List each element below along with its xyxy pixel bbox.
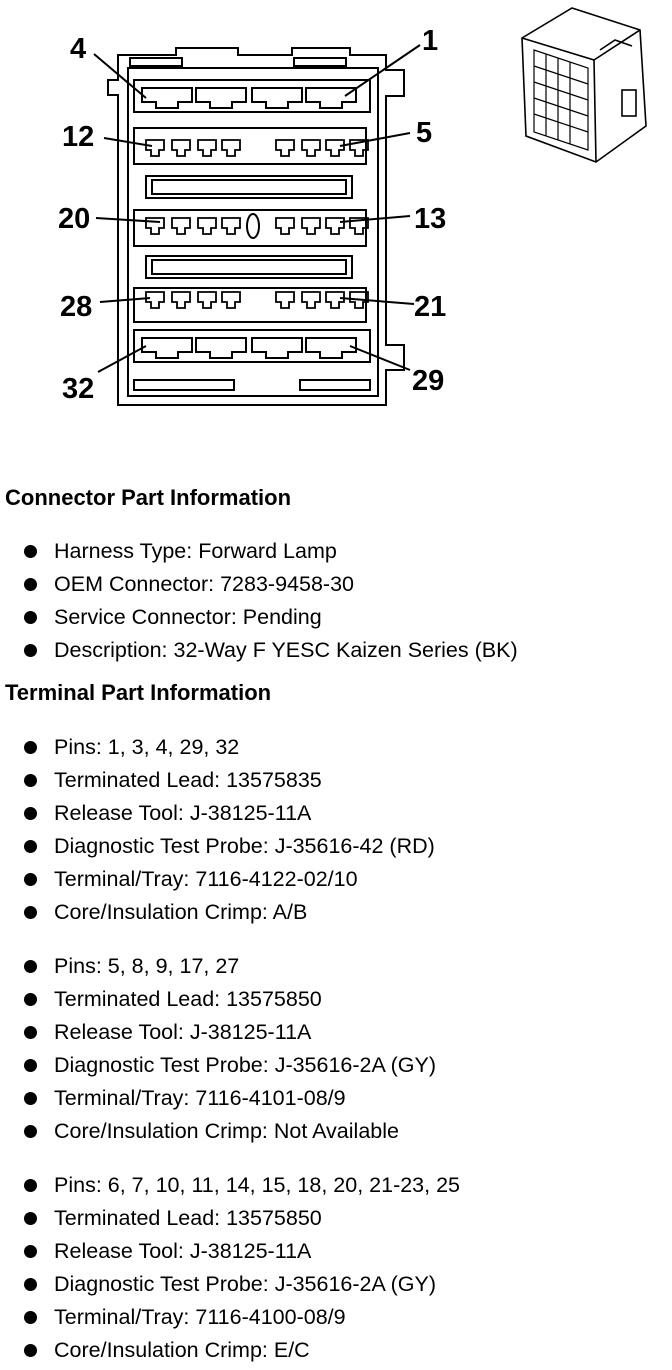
- list-item: Terminal/Tray: 7116-4101-08/9: [24, 1084, 436, 1117]
- list-item: Terminated Lead: 13575850: [24, 985, 436, 1018]
- list-item: Terminated Lead: 13575835: [24, 766, 435, 799]
- list-item: Terminated Lead: 13575850: [24, 1204, 460, 1237]
- pin-cavity: [326, 292, 344, 308]
- pin-cavity: [198, 292, 216, 308]
- pin-cavity: [172, 140, 190, 156]
- pin-cavity: [222, 292, 240, 308]
- pin-cavity: [172, 292, 190, 308]
- list-item: OEM Connector: 7283-9458-30: [24, 570, 518, 603]
- list-item: Core/Insulation Crimp: E/C: [24, 1336, 460, 1369]
- list-item: Release Tool: J-38125-11A: [24, 1018, 436, 1051]
- terminal-group-1-list: [24, 733, 435, 931]
- pin-cavity: [326, 218, 344, 234]
- pin-label-12: 12: [62, 121, 95, 153]
- pin-label-20: 20: [58, 203, 91, 235]
- pin-label-28: 28: [60, 291, 93, 323]
- list-item: Terminal/Tray: 7116-4122-02/10: [24, 865, 435, 898]
- pin-cavity: [276, 292, 294, 308]
- terminal-info-heading: Terminal Part Information: [5, 680, 272, 705]
- pin-cavity: [198, 140, 216, 156]
- list-item: Pins: 5, 8, 9, 17, 27: [24, 952, 436, 985]
- connector-info-list: [24, 537, 518, 669]
- list-item: Release Tool: J-38125-11A: [24, 1237, 460, 1270]
- pin-cavity: [276, 218, 294, 234]
- list-item: Service Connector: Pending: [24, 603, 518, 636]
- pin-cavity: [198, 218, 216, 234]
- pin-cavity: [172, 218, 190, 234]
- list-item: Pins: 6, 7, 10, 11, 14, 15, 18, 20, 21-23, 25: [24, 1171, 460, 1204]
- pin-cavity: [326, 140, 344, 156]
- list-item: Pins: 1, 3, 4, 29, 32: [24, 733, 435, 766]
- list-item: Core/Insulation Crimp: Not Available: [24, 1117, 436, 1150]
- pin-label-29: 29: [412, 365, 445, 397]
- list-item: Release Tool: J-38125-11A: [24, 799, 435, 832]
- pin-cavity: [222, 218, 240, 234]
- list-item: Description: 32-Way F YESC Kaizen Series (BK): [24, 636, 518, 669]
- list-item: Harness Type: Forward Lamp: [24, 537, 518, 570]
- pin-cavity: [222, 140, 240, 156]
- pin-cavity: [302, 140, 320, 156]
- terminal-group-2-list: [24, 952, 436, 1150]
- pin-cavity: [302, 292, 320, 308]
- list-item: Terminal/Tray: 7116-4100-08/9: [24, 1303, 460, 1336]
- pin-cavity: [276, 140, 294, 156]
- list-item: Diagnostic Test Probe: J-35616-42 (RD): [24, 832, 435, 865]
- pin-label-1: 1: [422, 25, 439, 57]
- connector-diagram: [0, 0, 672, 430]
- list-item: Diagnostic Test Probe: J-35616-2A (GY): [24, 1051, 436, 1084]
- list-item: Diagnostic Test Probe: J-35616-2A (GY): [24, 1270, 460, 1303]
- list-item: Core/Insulation Crimp: A/B: [24, 898, 435, 931]
- pin-cavity: [146, 140, 164, 156]
- pin-cavity: [146, 292, 164, 308]
- pin-label-4: 4: [70, 33, 87, 65]
- pin-label-13: 13: [414, 203, 447, 235]
- pin-label-21: 21: [414, 291, 447, 323]
- pin-cavity: [302, 218, 320, 234]
- terminal-group-3-list: [24, 1171, 460, 1369]
- connector-3d-thumbnail: [522, 8, 646, 162]
- connector-info-heading: Connector Part Information: [5, 485, 292, 510]
- pin-label-32: 32: [62, 373, 95, 405]
- pin-label-5: 5: [416, 117, 433, 149]
